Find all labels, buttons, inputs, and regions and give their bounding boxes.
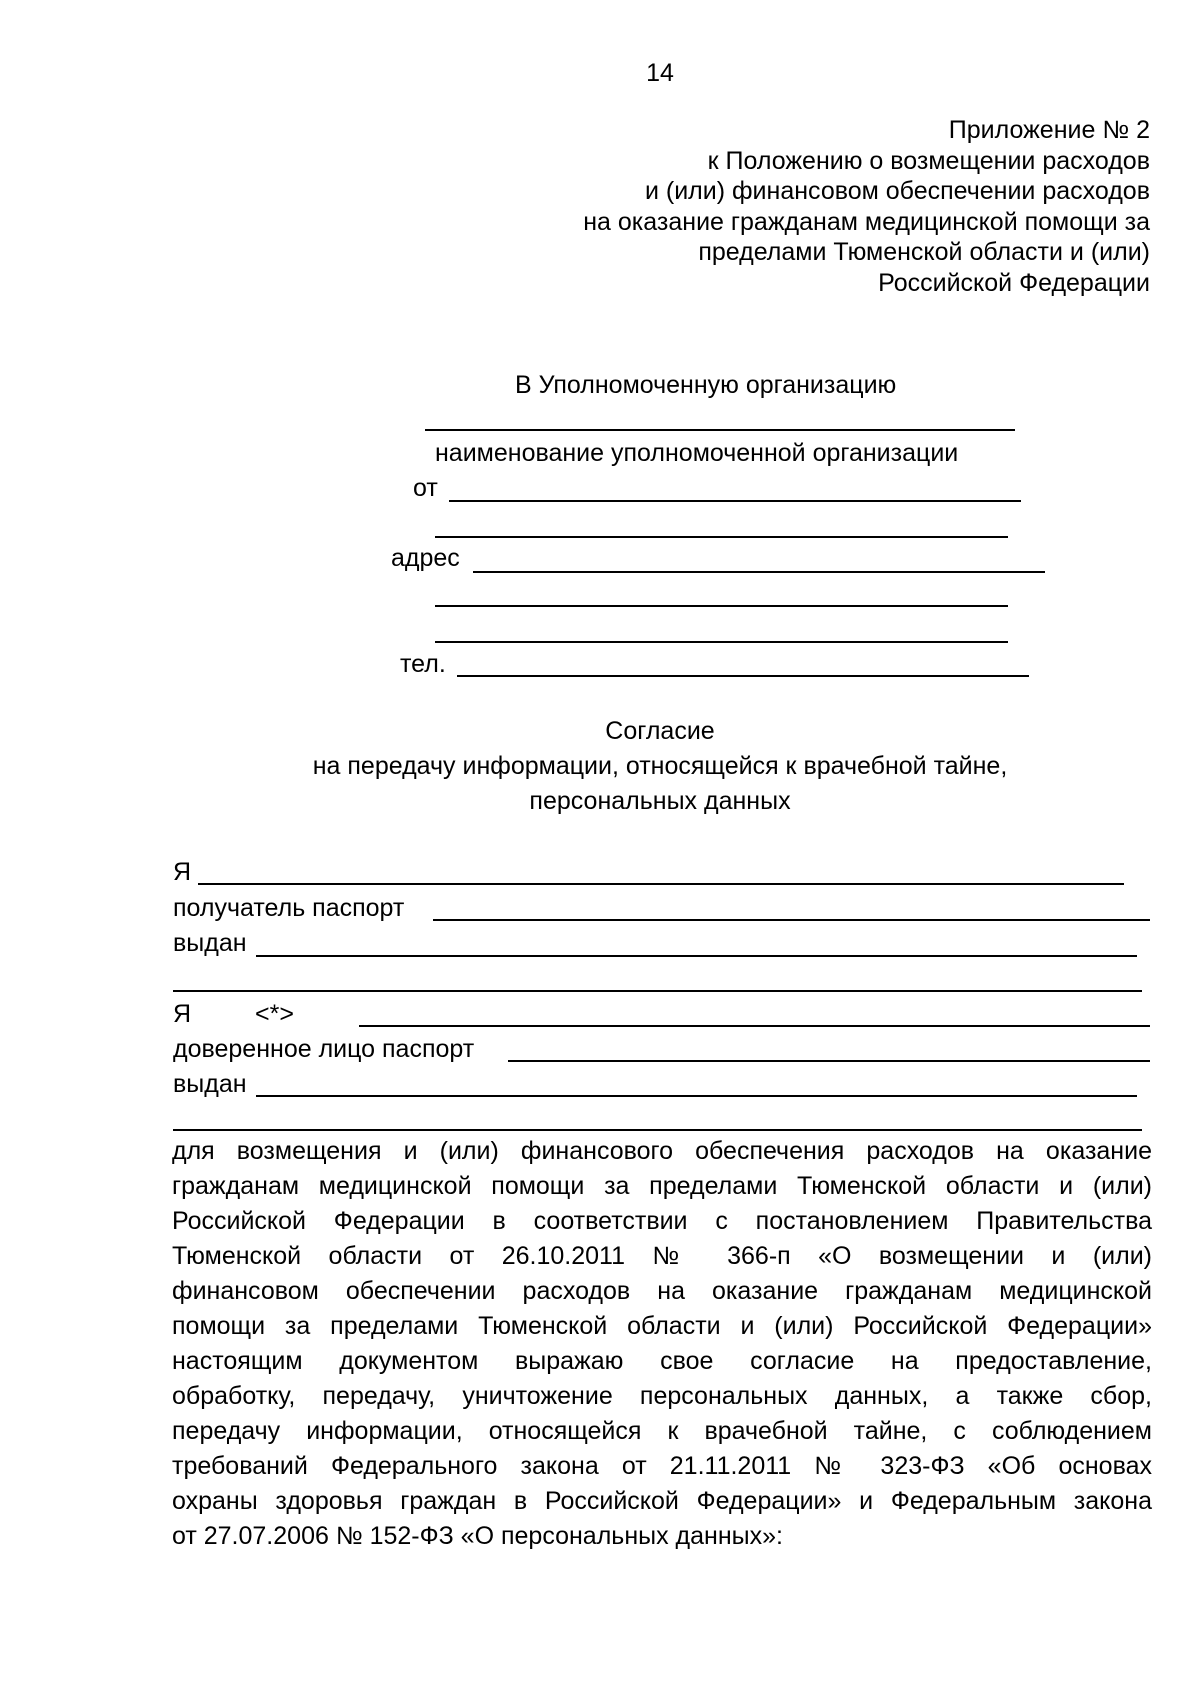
address-field-continued-2[interactable]	[435, 641, 1008, 643]
consent-title: Согласие	[605, 717, 715, 745]
address-label: адрес	[391, 544, 460, 572]
paragraph-line: охраны здоровья граждан в Российской Федерации» и Федеральным закона	[172, 1487, 1152, 1515]
paragraph-line: Тюменской области от 26.10.2011 № 366-п «О возмещении и (или)	[172, 1242, 1152, 1270]
appendix-line: пределами Тюменской области и (или)	[698, 238, 1150, 266]
recipient-passport-field[interactable]	[433, 919, 1150, 921]
paragraph-line: помощи за пределами Тюменской области и (или) Российской Федерации»	[172, 1312, 1152, 1340]
trustee-issued-field[interactable]	[256, 1095, 1137, 1097]
org-name-caption: наименование уполномоченной организации	[435, 439, 959, 467]
paragraph-line: от 27.07.2006 № 152-ФЗ «О персональных данных»:	[172, 1522, 783, 1550]
trustee-issued-field-continued[interactable]	[173, 1129, 1142, 1131]
paragraph-line: финансовом обеспечении расходов на оказание гражданам медицинской	[172, 1277, 1152, 1305]
consent-paragraph	[172, 1134, 1152, 1554]
address-field-continued[interactable]	[435, 605, 1008, 607]
paragraph-line: обработку, передачу, уничтожение персональных данных, а также сбор,	[172, 1382, 1152, 1410]
recipient-name-field[interactable]	[198, 883, 1124, 885]
trustee-i-label: Я	[173, 1000, 192, 1028]
paragraph-line: гражданам медицинской помощи за пределами Тюменской области и (или)	[172, 1172, 1152, 1200]
recipient-passport-label: получатель паспорт	[173, 894, 405, 922]
phone-label: тел.	[400, 650, 446, 678]
trustee-name-field[interactable]	[359, 1025, 1150, 1027]
address-field[interactable]	[473, 571, 1045, 573]
recipient-issued-field-continued[interactable]	[173, 990, 1142, 992]
appendix-header	[450, 115, 1150, 298]
consent-subtitle-line1: на передачу информации, относящейся к врачебной тайне,	[312, 752, 1008, 780]
from-label: от	[413, 474, 438, 502]
paragraph-line: Российской Федерации в соответствии с постановлением Правительства	[172, 1207, 1152, 1235]
appendix-line: Приложение № 2	[948, 116, 1150, 144]
page-number: 14	[646, 59, 674, 87]
org-name-field[interactable]	[425, 429, 1015, 431]
trustee-footnote-mark: <*>	[255, 1000, 294, 1028]
appendix-line: к Положению о возмещении расходов	[707, 146, 1150, 175]
consent-subtitle-line2: персональных данных	[529, 787, 791, 815]
trustee-issued-label: выдан	[173, 1070, 247, 1098]
paragraph-line: требований Федерального закона от 21.11.2011 № 323-ФЗ «Об основах	[172, 1452, 1152, 1480]
phone-field[interactable]	[457, 675, 1029, 677]
from-field[interactable]	[449, 500, 1021, 502]
appendix-line: Российской Федерации	[878, 268, 1150, 297]
paragraph-line: для возмещения и (или) финансового обеспечения расходов на оказание	[172, 1137, 1152, 1165]
paragraph-line: передачу информации, относящейся к врачебной тайне, с соблюдением	[172, 1417, 1152, 1445]
trustee-passport-label: доверенное лицо паспорт	[173, 1035, 475, 1063]
appendix-line: и (или) финансовом обеспечении расходов	[644, 177, 1150, 205]
recipient-i-label: Я	[173, 858, 192, 886]
from-field-continued[interactable]	[435, 536, 1008, 538]
appendix-line: на оказание гражданам медицинской помощи за	[583, 207, 1150, 236]
recipient-issued-field[interactable]	[256, 955, 1137, 957]
addressee-to-label: В Уполномоченную организацию	[515, 371, 897, 399]
trustee-passport-field[interactable]	[508, 1060, 1150, 1062]
paragraph-line: настоящим документом выражаю свое согласие на предоставление,	[172, 1347, 1152, 1375]
recipient-issued-label: выдан	[173, 929, 247, 957]
